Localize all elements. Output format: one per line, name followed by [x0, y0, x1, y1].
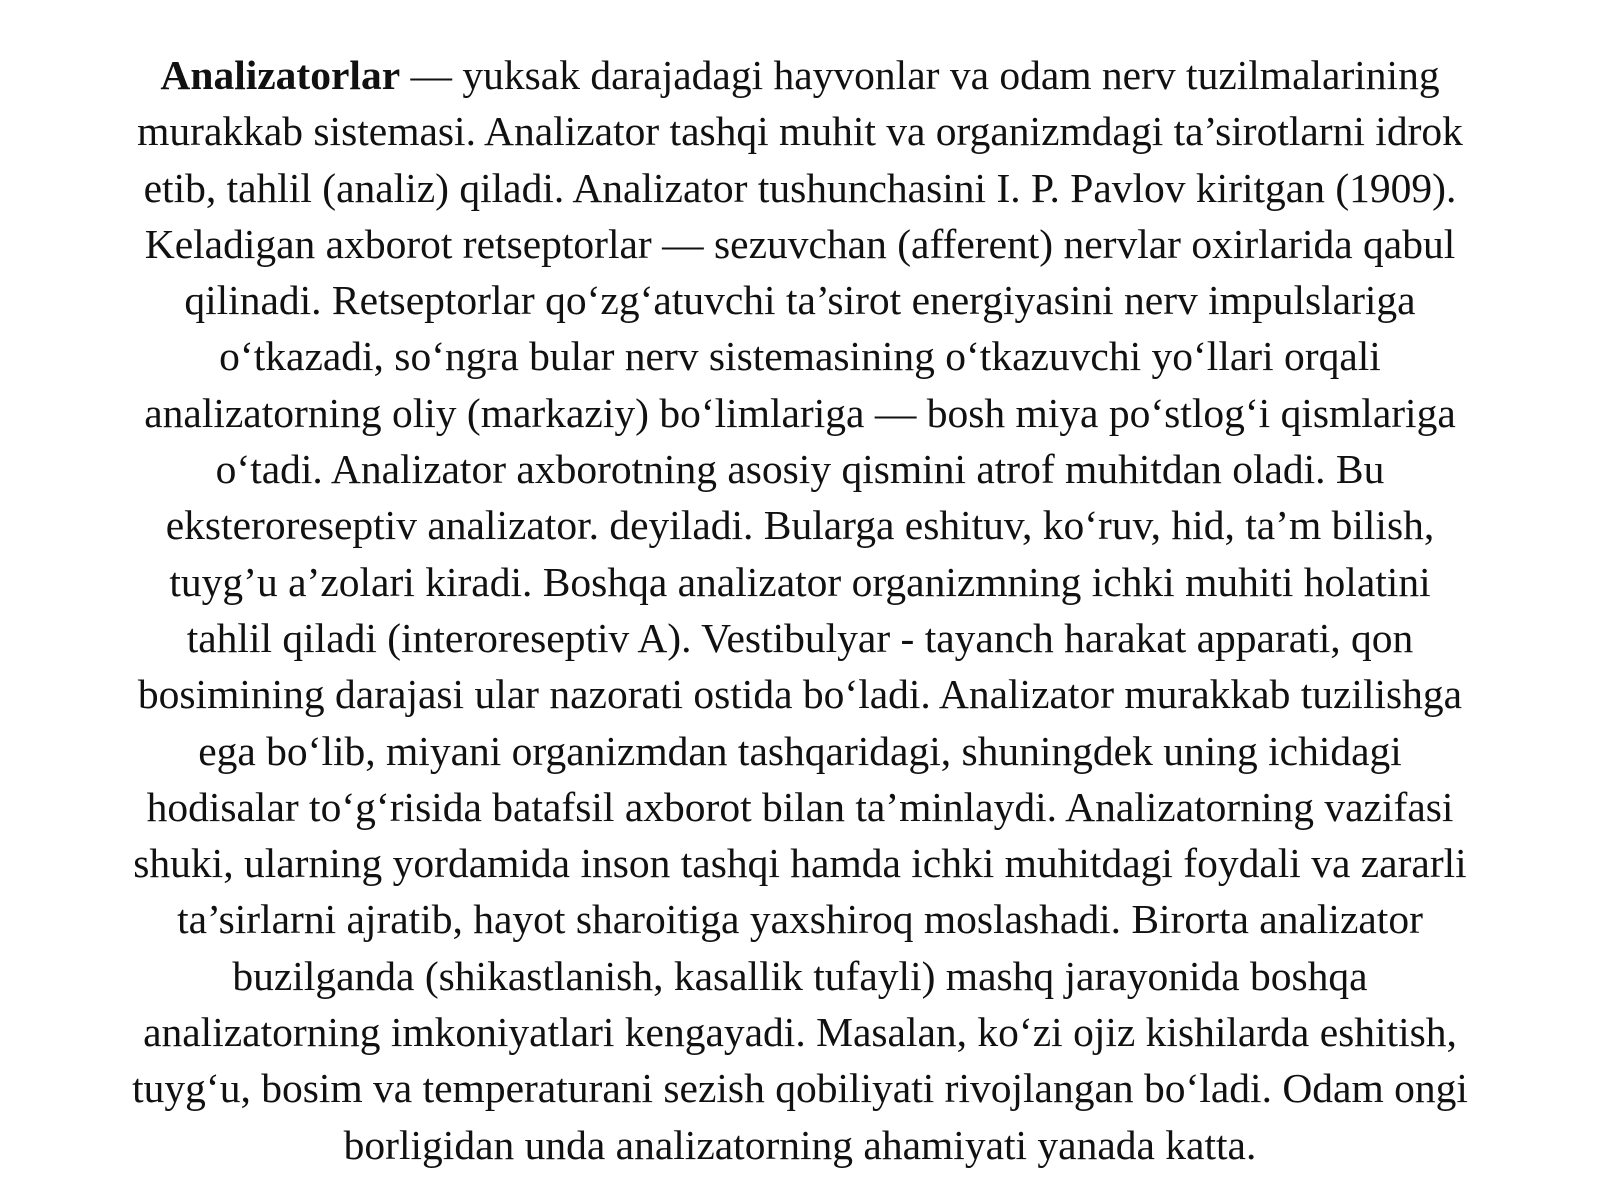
paragraph-line-16: ta’sirlarni ajratib, hayot sharoitiga yaxshiroq moslashadi. Birorta analizator	[177, 896, 1423, 943]
paragraph-line-8: o‘tadi. Analizator axborotning asosiy qismini atrof muhitdan oladi. Bu	[215, 446, 1385, 493]
paragraph-line-9: eksteroreseptiv analizator. deyiladi. Bularga eshituv, ko‘ruv, hid, ta’m bilish,	[165, 502, 1435, 549]
paragraph-line-15: shuki, ularning yordamida inson tashqi hamda ichki muhitdagi foydali va zararli	[133, 840, 1467, 887]
paragraph-line-14: hodisalar to‘g‘risida batafsil axborot bilan ta’minlaydi. Analizatorning vazifasi	[146, 783, 1454, 830]
paragraph-line-10: tuyg’u a’zolari kiradi. Boshqa analizator organizmning ichki muhiti holatini	[169, 558, 1431, 605]
paragraph-line-13: ega bo‘lib, miyani organizmdan tashqaridagi, shuningdek uning ichidagi	[198, 727, 1402, 774]
article-term: Analizatorlar	[160, 52, 401, 98]
paragraph-line-1-text: — yuksak darajadagi hayvonlar va odam nerv tuzilmalarining	[400, 52, 1440, 98]
paragraph-line-18: analizatorning imkoniyatlari kengayadi. Masalan, ko‘zi ojiz kishilarda eshitish,	[143, 1009, 1457, 1056]
paragraph-line-4: Keladigan axborot retseptorlar — sezuvchan (afferent) nervlar oxirlarida qabul	[144, 220, 1456, 267]
paragraph-line-20: borligidan unda analizatorning ahamiyati yanada katta.	[343, 1121, 1257, 1168]
paragraph-line-5: qilinadi. Retseptorlar qo‘zg‘atuvchi ta’sirot energiyasini nerv impulslariga	[184, 277, 1416, 324]
paragraph-line-17: buzilganda (shikastlanish, kasallik tufayli) mashq jarayonida boshqa	[232, 952, 1368, 999]
paragraph-line-1	[40, 47, 1560, 103]
paragraph-line-6: o‘tkazadi, so‘ngra bular nerv sistemasining o‘tkazuvchi yo‘llari orqali	[219, 333, 1381, 380]
paragraph-line-11: tahlil qiladi (interoreseptiv A). Vestibulyar - tayanch harakat apparati, qon	[186, 614, 1414, 661]
article-paragraph	[40, 47, 1560, 1173]
paragraph-line-2: murakkab sistemasi. Analizator tashqi muhit va organizmdagi ta’sirotlarni idrok	[137, 108, 1463, 155]
paragraph-line-12: bosimining darajasi ular nazorati ostida bo‘ladi. Analizator murakkab tuzilishga	[137, 671, 1463, 718]
paragraph-line-3: etib, tahlil (analiz) qiladi. Analizator tushunchasini I. P. Pavlov kiritgan (1909).	[143, 164, 1457, 211]
paragraph-line-7: analizatorning oliy (markaziy) bo‘limlariga — bosh miya po‘stlog‘i qismlariga	[144, 389, 1456, 436]
paragraph-line-19: tuyg‘u, bosim va temperaturani sezish qobiliyati rivojlangan bo‘ladi. Odam ongi	[132, 1065, 1468, 1112]
